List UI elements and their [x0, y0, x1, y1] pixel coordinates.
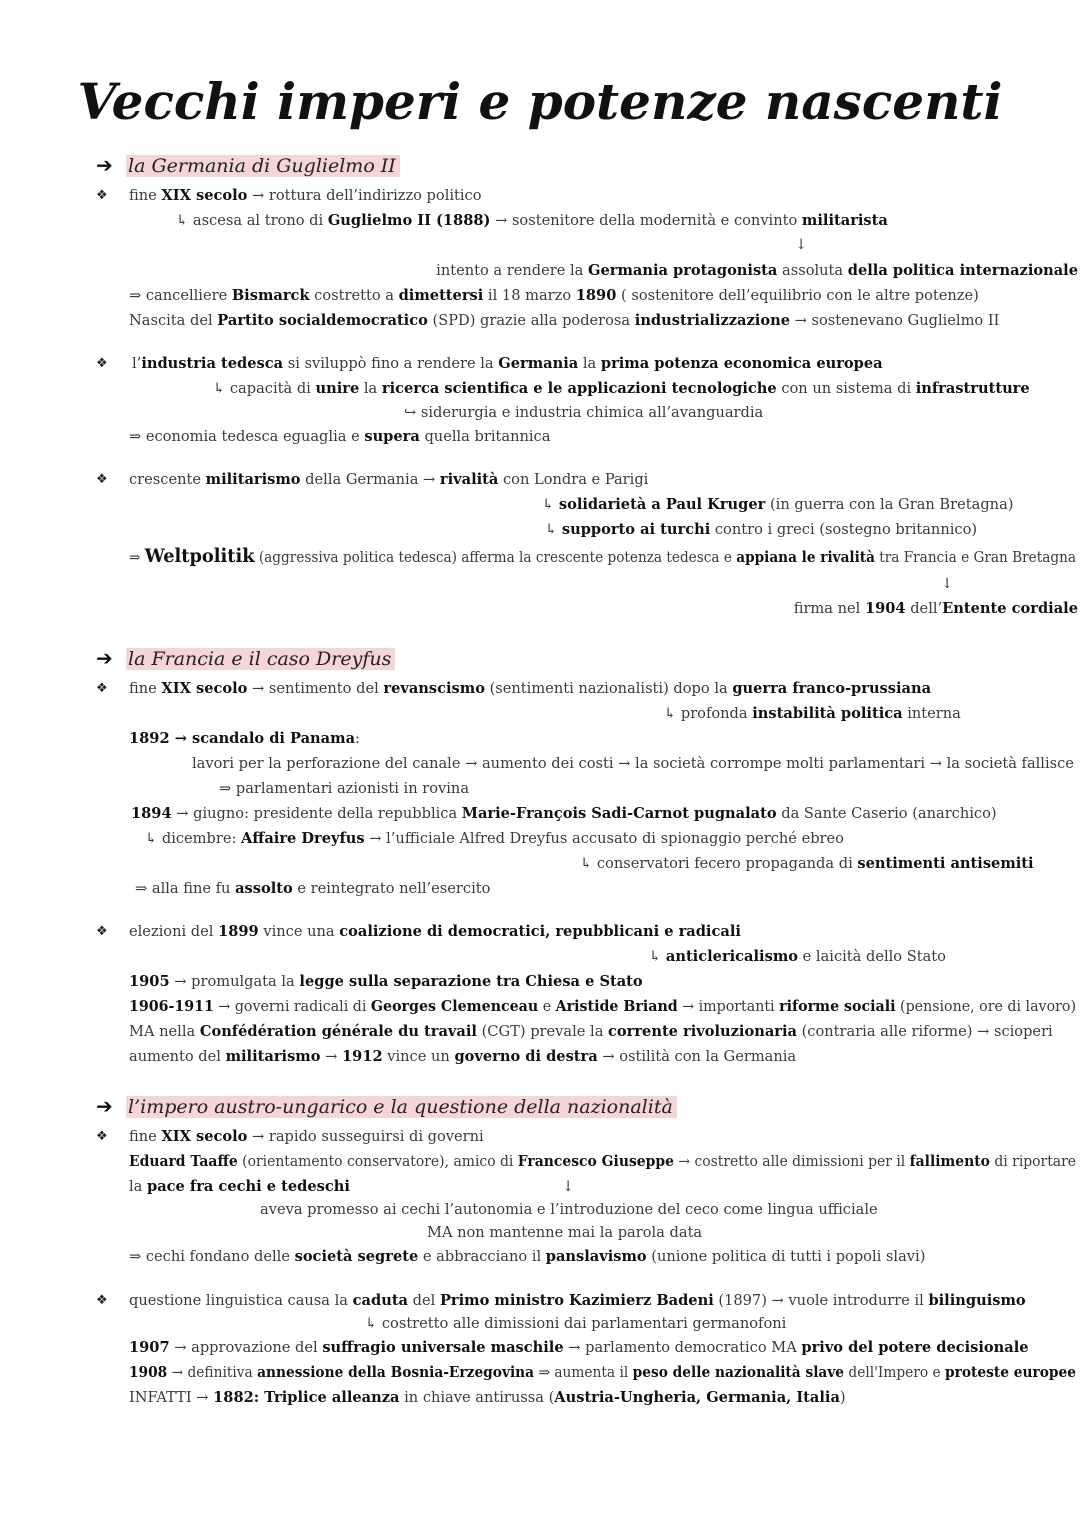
page-title: Vecchi imperi e potenze nascenti [77, 72, 1003, 131]
diamond-bullet-icon: ❖ [96, 472, 108, 487]
text-line: lavori per la perforazione del canale → aumento dei costi → la società corrompe molti parlamentari → la società fallisce [192, 755, 1074, 772]
arrow-right-icon: ➔ [96, 153, 113, 177]
text-line: aveva promesso ai cechi l’autonomia e l’introduzione del ceco come lingua ufficiale [260, 1201, 878, 1218]
down-arrow-icon: ↓ [795, 236, 808, 253]
text-line: 1892 → scandalo di Panama: [129, 730, 360, 747]
diamond-bullet-icon: ❖ [96, 188, 108, 203]
diamond-bullet-icon: ❖ [96, 1293, 108, 1308]
text-line: ⇒ cechi fondano delle società segrete e abbracciano il panslavismo (unione politica di tutti i popoli slavi) [129, 1248, 926, 1265]
text-line: l’industria tedesca si sviluppò fino a rendere la Germania la prima potenza economica europea [132, 355, 883, 372]
text-line: ↳ dicembre: Affaire Dreyfus → l’ufficiale Alfred Dreyfus accusato di spionaggio perché ebreo [145, 830, 844, 847]
text-line: ↳ anticlericalismo e laicità dello Stato [649, 948, 946, 965]
diamond-bullet-icon: ❖ [96, 1129, 108, 1144]
text-line: aumento del militarismo → 1912 vince un governo di destra → ostilità con la Germania [129, 1048, 797, 1065]
diamond-bullet-icon: ❖ [96, 681, 108, 696]
text-line: 1906-1911 → governi radicali di Georges Clemenceau e Aristide Briand → importanti riforme sociali (pensione, ore di lavoro) [129, 998, 1076, 1015]
text-line: ↳ conservatori fecero propaganda di sentimenti antisemiti [580, 855, 1034, 872]
text-line: ↳ supporto ai turchi contro i greci (sostegno britannico) [545, 521, 978, 538]
text-line: ⇒ cancelliere Bismarck costretto a dimettersi il 18 marzo 1890 ( sostenitore dell’equilibrio con le altre potenze) [129, 287, 979, 304]
text-line: ⇒ Weltpolitik (aggressiva politica tedesca) afferma la crescente potenza tedesca e appiana le rivalità tra Francia e Gran Bretagna [129, 545, 1076, 567]
text-line: ⇒ economia tedesca eguaglia e supera quella britannica [129, 428, 551, 445]
text-line: la pace fra cechi e tedeschi [129, 1178, 350, 1195]
diamond-bullet-icon: ❖ [96, 356, 108, 371]
text-line: firma nel 1904 dell’Entente cordiale [793, 600, 1078, 617]
text-line: ⇒ alla fine fu assolto e reintegrato nell’esercito [135, 880, 491, 897]
text-line: ⇒ parlamentari azionisti in rovina [219, 780, 470, 797]
text-line: 1907 → approvazione del suffragio universale maschile → parlamento democratico MA privo del potere decisionale [129, 1339, 1029, 1356]
text-line: fine XIX secolo → rottura dell’indirizzo politico [129, 187, 482, 204]
text-line: ↳ profonda instabilità politica interna [664, 705, 961, 722]
down-arrow-icon: ↓ [941, 575, 954, 592]
text-line: ↳ ascesa al trono di Guglielmo II (1888) → sostenitore della modernità e convinto militarista [176, 212, 888, 229]
section-heading-francia: ➔ la Francia e il caso Dreyfus [96, 645, 395, 671]
text-line: INFATTI → 1882: Triplice alleanza in chiave antirussa (Austria-Ungheria, Germania, Italia) [129, 1389, 846, 1406]
text-line: elezioni del 1899 vince una coalizione di democratici, repubblicani e radicali [129, 923, 741, 940]
text-line: ↳ solidarietà a Paul Kruger (in guerra con la Gran Bretagna) [542, 496, 1014, 513]
text-line: crescente militarismo della Germania → rivalità con Londra e Parigi [129, 471, 649, 488]
text-line: questione linguistica causa la caduta del Primo ministro Kazimierz Badeni (1897) → vuole introdurre il bilinguismo [129, 1292, 1026, 1309]
arrow-right-icon: ➔ [96, 646, 113, 670]
text-line: 1905 → promulgata la legge sulla separazione tra Chiesa e Stato [129, 973, 643, 990]
text-line: Nascita del Partito socialdemocratico (SPD) grazie alla poderosa industrializzazione → sostenevano Guglielmo II [129, 312, 1000, 329]
text-line: ↪ siderurgia e industria chimica all’avanguardia [404, 404, 764, 421]
arrow-right-icon: ➔ [96, 1094, 113, 1118]
section-heading-austria: ➔ l’impero austro-ungarico e la questione della nazionalità [96, 1093, 677, 1119]
text-line: fine XIX secolo → sentimento del revanscismo (sentimenti nazionalisti) dopo la guerra franco-prussiana [129, 680, 932, 697]
text-line: 1908 → definitiva annessione della Bosnia-Erzegovina ⇒ aumenta il peso delle nazionalità slave dell'Impero e proteste europee [129, 1364, 1076, 1381]
text-line: ↳ capacità di unire la ricerca scientifica e le applicazioni tecnologiche con un sistema di infrastrutture [213, 380, 1030, 397]
text-line: 1894 → giugno: presidente della repubblica Marie-François Sadi-Carnot pugnalato da Sante Caserio (anarchico) [131, 805, 997, 822]
text-line: fine XIX secolo → rapido susseguirsi di governi [129, 1128, 484, 1145]
text-line: intento a rendere la Germania protagonista assoluta della politica internazionale [436, 262, 1078, 279]
down-arrow-icon: ↓ [562, 1178, 575, 1195]
text-line: MA non mantenne mai la parola data [427, 1224, 703, 1241]
text-line: MA nella Confédération générale du travail (CGT) prevale la corrente rivoluzionaria (contraria alle riforme) → scioperi [129, 1023, 1053, 1040]
section-heading-germania: ➔ la Germania di Guglielmo II [96, 152, 400, 178]
text-line: ↳ costretto alle dimissioni dai parlamentari germanofoni [365, 1315, 787, 1332]
diamond-bullet-icon: ❖ [96, 924, 108, 939]
text-line: Eduard Taaffe (orientamento conservatore), amico di Francesco Giuseppe → costretto alle dimissioni per il fallimento di riportare [129, 1153, 1076, 1170]
